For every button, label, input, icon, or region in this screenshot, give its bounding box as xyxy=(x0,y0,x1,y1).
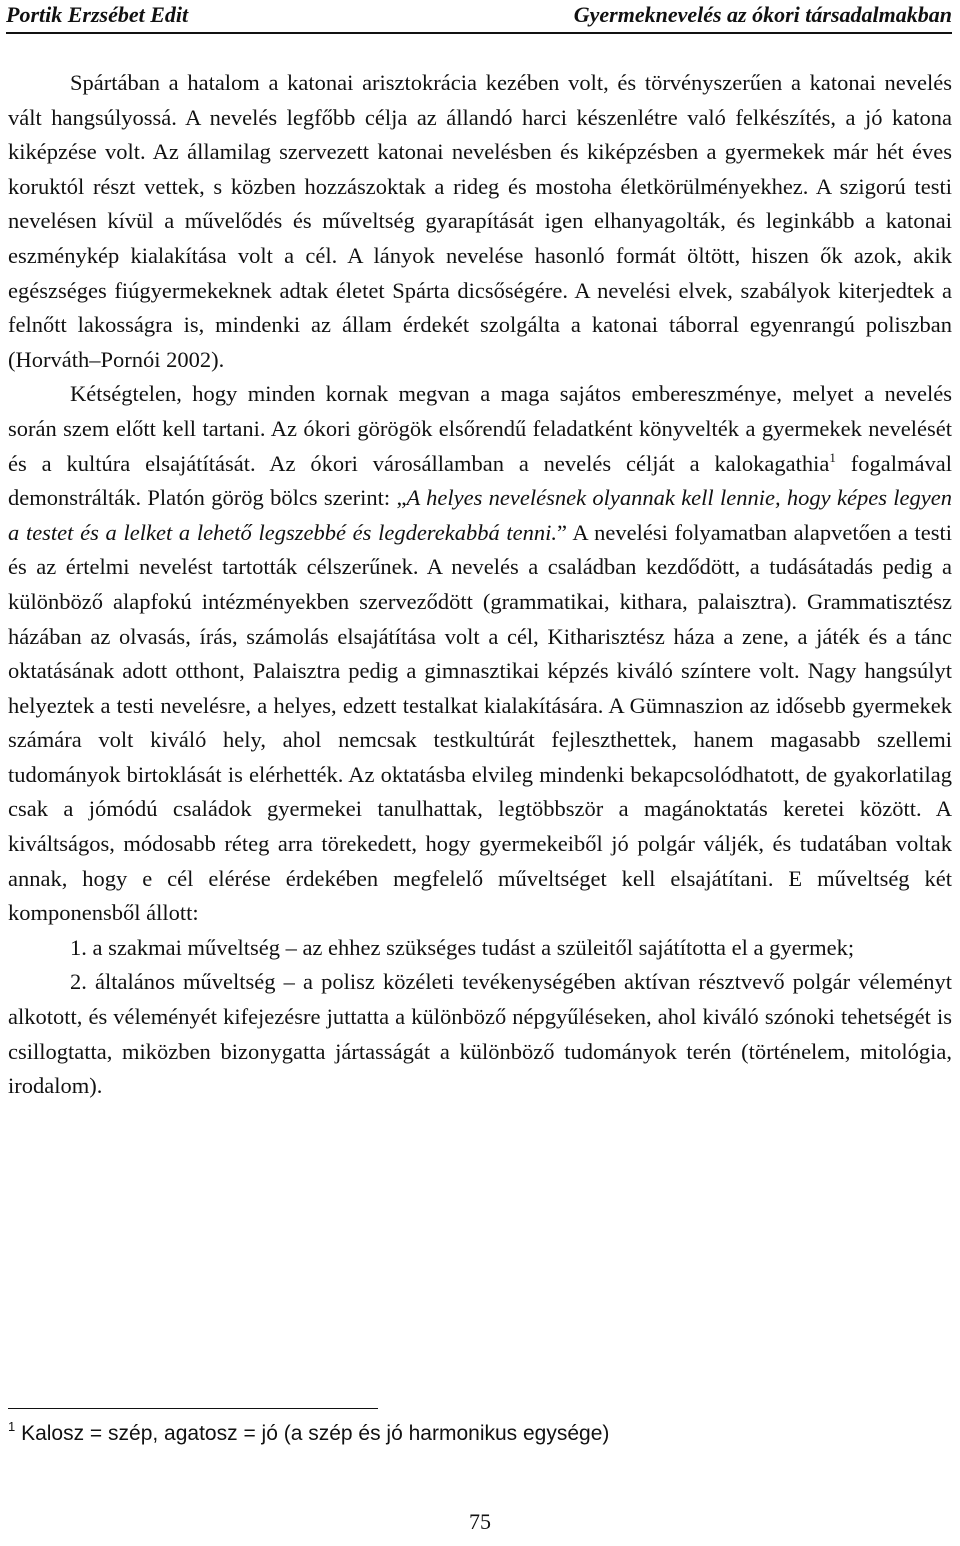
paragraph-text: fogalmával demonstrálták. Platón görög bölcs szerint: „ xyxy=(8,450,952,511)
plato-quote: A helyes nevelésnek olyannak kell lennie, hogy képes legyen a testet és a lelket a lehető legszebbé és legderekabbá tenni. xyxy=(8,485,952,545)
running-header xyxy=(6,0,952,34)
body-text xyxy=(8,66,952,1104)
page-number: 75 xyxy=(469,1509,491,1534)
paragraph-text: Kétségtelen, hogy minden kornak megvan a maga sajátos embereszménye, melyet a nevelés során szem előtt kell tartani. Az ókori görögök elsőrendű feladatként könyvelték a gyermekek nevelését és a kultúra elsajátítását. Az ókori városállamban a nevelés célját a kalokagathia xyxy=(8,381,952,476)
paragraph-sparta: Spártában a hatalom a katonai arisztokrácia kezében volt, és törvényszerűen a katonai nevelés vált hangsúlyossá. A nevelés legfőbb célja az állandó harci készenlétre való felkészítés, a jó katona kiképzése volt. Az államilag szervezett katonai nevelésben és kiképzésben a gyermekek már hét éves koruktól részt vettek, s közben hozzászoktak a rideg és mostoha életkörülményekhez. A szigorú testi nevelésen kívül a művelődés és műveltség gyarapítását igen elhanyagolták, és leginkább a katonai eszménykép kialakítása volt a cél. A lányok nevelése hasonló formát öltött, hiszen ők azok, akik egészséges fiúgyermekeknek adtak életet Spárta dicsőségére. A nevelési elvek, szabályok kiterjedtek a felnőtt lakosságra is, mindenki az állam érdekét szolgálta a katonai táborral egyenrangú poliszban (Horváth–Pornói 2002). xyxy=(8,70,952,372)
footnote xyxy=(8,1419,948,1449)
list-item: 1. a szakmai műveltség – az ehhez szükséges tudást a szüleitől sajátította el a gyermek; xyxy=(70,934,855,960)
header-title: Gyermeknevelés az ókori társadalmakban xyxy=(573,2,952,27)
header-author: Portik Erzsébet Edit xyxy=(6,2,189,27)
footnote-reference: 1 xyxy=(829,449,836,465)
footnote-separator xyxy=(8,1408,378,1409)
paragraph-greek-education xyxy=(8,377,952,931)
paragraph-text: ” A nevelési folyamatban alapvetően a testi és az értelmi nevelést tartották célszerűnek. A nevelés a családban kezdődött, a tudásátadás pedig a különböző alapfokú intézményekben szerveződött (grammatikai, kithara, palaisztra). Grammatisztész házában az olvasás, írás, számolás elsajátítása volt a cél, Kitharisztész háza a zene, a játék és a tánc oktatásának adott otthont, Palaisztra pedig a gimnasztikai képzés kiváló színtere volt. Nagy hangsúlyt helyeztek a testi nevelésre, a helyes, edzett testalkat kialakítására. A Gümnaszion az idősebb gyermekek számára volt kiváló hely, ahol nemcsak testkultúrát fejleszthettek, hanem magasabb szellemi tudományok birtoklását is elérhették. Az oktatásba elvileg mindenki bekapcsolódhatott, de gyakorlatilag csak a jómódú családok gyermekei tanulhattak, legtöbbször a magánoktatás keretei között. A kiváltságos, módosabb réteg arra törekedett, hogy gyermekeiből jó polgár váljék, és tudatában voltak annak, hogy e cél elérése érdekében megfelelő műveltséget kell elsajátítani. E műveltség két komponensből állott: xyxy=(8,519,952,926)
footnote-number: 1 xyxy=(8,1419,16,1434)
footnote-text: Kalosz = szép, agatosz = jó (a szép és jó harmonikus egysége) xyxy=(15,1422,610,1445)
list-item: 2. általános műveltség – a polisz közéleti tevékenységében aktívan résztvevő polgár véleményt alkotott, és véleményét kifejezésre juttatta a különböző népgyűléseken, ahol kiváló szónoki tehetségét is csillogtatta, miközben bizonygatta jártasságát a különböző tudományok terén (történelem, mitológia, irodalom). xyxy=(8,969,952,1099)
